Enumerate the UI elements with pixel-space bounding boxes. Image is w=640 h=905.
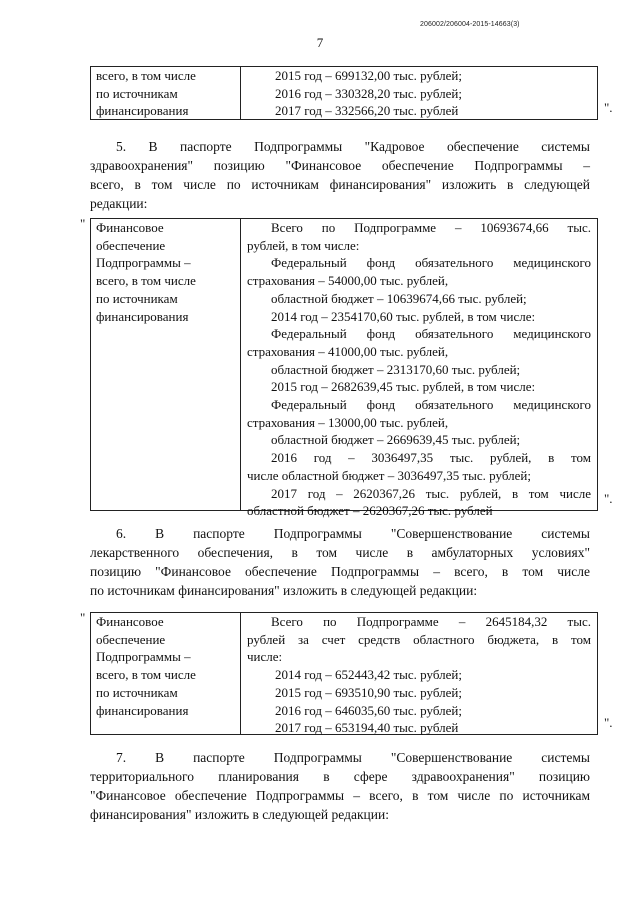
table-6-right-cell (241, 613, 597, 737)
table-5-right-line: 2017 год – 2620367,26 тыс. рублей, в том числе (271, 485, 591, 501)
paragraph-7 (90, 748, 590, 824)
table-5 (90, 218, 598, 519)
table-5-right-line: числе областной бюджет – 3036497,35 тыс. рублей; (247, 467, 531, 483)
table-5-left-line: всего, в том числе (96, 273, 196, 289)
paragraph-line: "Финансовое обеспечение Подпрограммы – всего, в том числе по источникам (90, 788, 590, 803)
paragraph-5 (90, 137, 590, 213)
table-6 (90, 612, 598, 735)
table-5-right-line: областной бюджет – 2620367,26 тыс. рублей (247, 503, 493, 519)
paragraph-line: 7. В паспорте Подпрограммы "Совершенствование системы (116, 750, 590, 765)
table-6-left-line: обеспечение (96, 631, 166, 647)
document-code: 206002/206004-2015-14663(3) (420, 21, 520, 28)
closing-quote: ". (604, 491, 613, 506)
table-5-right-line: областной бюджет – 10639674,66 тыс. рублей; (271, 290, 527, 306)
table-6-right-line: 2015 год – 693510,90 тыс. рублей; (275, 684, 462, 700)
table-top (90, 66, 598, 120)
table-5-left-line: Подпрограммы – (96, 255, 191, 271)
paragraph-6 (90, 524, 590, 600)
table-5-right-line: Федеральный фонд обязательного медицинского (271, 255, 591, 271)
table-6-left-line: по источникам (96, 684, 178, 700)
table-6-right-line: рублей за счет средств областного бюджета, в том (247, 631, 591, 647)
paragraph-line: лекарственного обеспечения, в том числе в амбулаторных условиях" (90, 545, 590, 560)
table-6-right-line: Всего по Подпрограмме – 2645184,32 тыс. (271, 614, 591, 629)
paragraph-line: по источникам финансирования" изложить в следующей редакции: (90, 583, 478, 598)
paragraph-line: всего, в том числе по источникам финансирования" изложить в следующей (90, 177, 590, 192)
paragraph-line: 5. В паспорте Подпрограммы "Кадровое обеспечение системы (116, 139, 590, 154)
opening-quote: " (80, 216, 86, 231)
table-5-right-line: областной бюджет – 2669639,45 тыс. рублей; (271, 432, 521, 448)
table-5-left-line: Финансовое (96, 220, 164, 235)
table-5-right-line: страхования – 13000,00 тыс. рублей, (247, 414, 449, 430)
table-6-left-line: финансирования (96, 702, 189, 718)
table-top-right-cell (241, 67, 597, 120)
paragraph-line: здравоохранения" позицию "Финансовое обеспечение Подпрограммы – (90, 158, 590, 173)
table-5-right-line: страхования – 41000,00 тыс. рублей, (247, 343, 449, 359)
table-6-left-line: Подпрограммы – (96, 649, 191, 665)
table-5-right-line: 2015 год – 2682639,45 тыс. рублей, в том числе: (271, 379, 536, 395)
table-top-right-line: 2015 год – 699132,00 тыс. рублей; (275, 68, 462, 83)
table-5-right-line: страхования – 54000,00 тыс. рублей, (247, 273, 449, 289)
table-top-right-line: 2016 год – 330328,20 тыс. рублей; (275, 85, 462, 101)
table-6-left-cell (91, 613, 241, 734)
table-5-left-line: финансирования (96, 308, 189, 324)
table-6-left-line: всего, в том числе (96, 667, 196, 683)
table-5-right-line: 2014 год – 2354170,60 тыс. рублей, в том числе: (271, 308, 536, 324)
table-6-left-line: Финансовое (96, 614, 164, 629)
table-6-right-line: 2014 год – 652443,42 тыс. рублей; (275, 667, 462, 683)
table-5-right-line: областной бюджет – 2313170,60 тыс. рублей; (271, 361, 521, 377)
table-5-right-line: Федеральный фонд обязательного медицинского (271, 397, 591, 413)
paragraph-line: позицию "Финансовое обеспечение Подпрограммы – всего, в том числе (90, 564, 590, 579)
table-5-right-line: Всего по Подпрограмме – 10693674,66 тыс. (271, 220, 591, 235)
opening-quote: " (80, 610, 86, 625)
paragraph-line: территориального планирования в сфере здравоохранения" позицию (90, 769, 590, 784)
page-number: 7 (316, 35, 324, 50)
table-top-left-cell (91, 67, 241, 119)
table-5-right-cell (241, 219, 597, 520)
table-top-left-line: финансирования (96, 103, 189, 119)
paragraph-line: финансирования" изложить в следующей редакции: (90, 807, 389, 822)
paragraph-line: 6. В паспорте Подпрограммы "Совершенствование системы (116, 526, 590, 541)
closing-quote: ". (604, 715, 613, 730)
table-6-right-line: 2017 год – 653194,40 тыс. рублей (275, 720, 459, 736)
paragraph-line: редакции: (90, 196, 148, 211)
table-5-left-line: обеспечение (96, 237, 166, 253)
table-top-left-line: всего, в том числе (96, 68, 196, 83)
table-6-right-line: 2016 год – 646035,60 тыс. рублей; (275, 702, 462, 718)
table-5-right-line: рублей, в том числе: (247, 237, 360, 253)
table-5-left-line: по источникам (96, 290, 178, 306)
table-5-right-line: 2016 год – 3036497,35 тыс. рублей, в том (271, 450, 591, 466)
table-6-right-line: числе: (247, 649, 283, 665)
table-top-left-line: по источникам (96, 85, 178, 101)
closing-quote: ". (604, 100, 613, 115)
table-5-left-cell (91, 219, 241, 510)
table-top-right-line: 2017 год – 332566,20 тыс. рублей (275, 103, 459, 119)
table-5-right-line: Федеральный фонд обязательного медицинского (271, 326, 591, 342)
